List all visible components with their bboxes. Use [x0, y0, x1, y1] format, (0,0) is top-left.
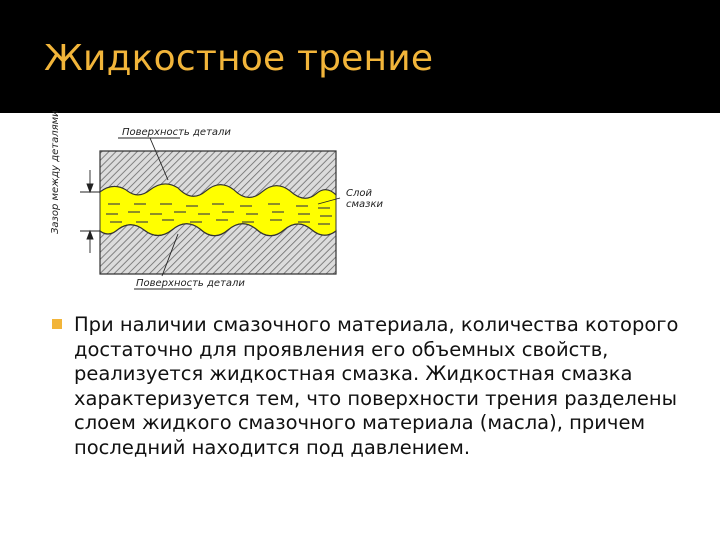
- label-gap-container: [46, 110, 74, 234]
- label-bottom-surface: Поверхность детали: [136, 278, 245, 289]
- bullet-text: При наличии смазочного материала, количества которого достаточно для проявления его объемных свойств, реализуется жидкостная смазка. Жидкостная смазка характеризуется тем, что поверхности трения разделены слоем жидкого смазочного материала (масла), причем последний находится под давлением.: [74, 313, 679, 459]
- bullet-block: [52, 313, 702, 460]
- friction-diagram: [50, 110, 410, 303]
- slide-title: Жидкостное трение: [44, 38, 434, 79]
- label-lubricant-layer: Слой смазки: [346, 188, 384, 210]
- friction-diagram-svg: [50, 118, 410, 303]
- label-gap: Зазор между деталями: [50, 110, 61, 234]
- bullet-marker: [52, 319, 62, 329]
- title-bar: [0, 0, 720, 113]
- gap-dimension: [80, 170, 100, 253]
- label-top-surface: Поверхность детали: [122, 127, 231, 138]
